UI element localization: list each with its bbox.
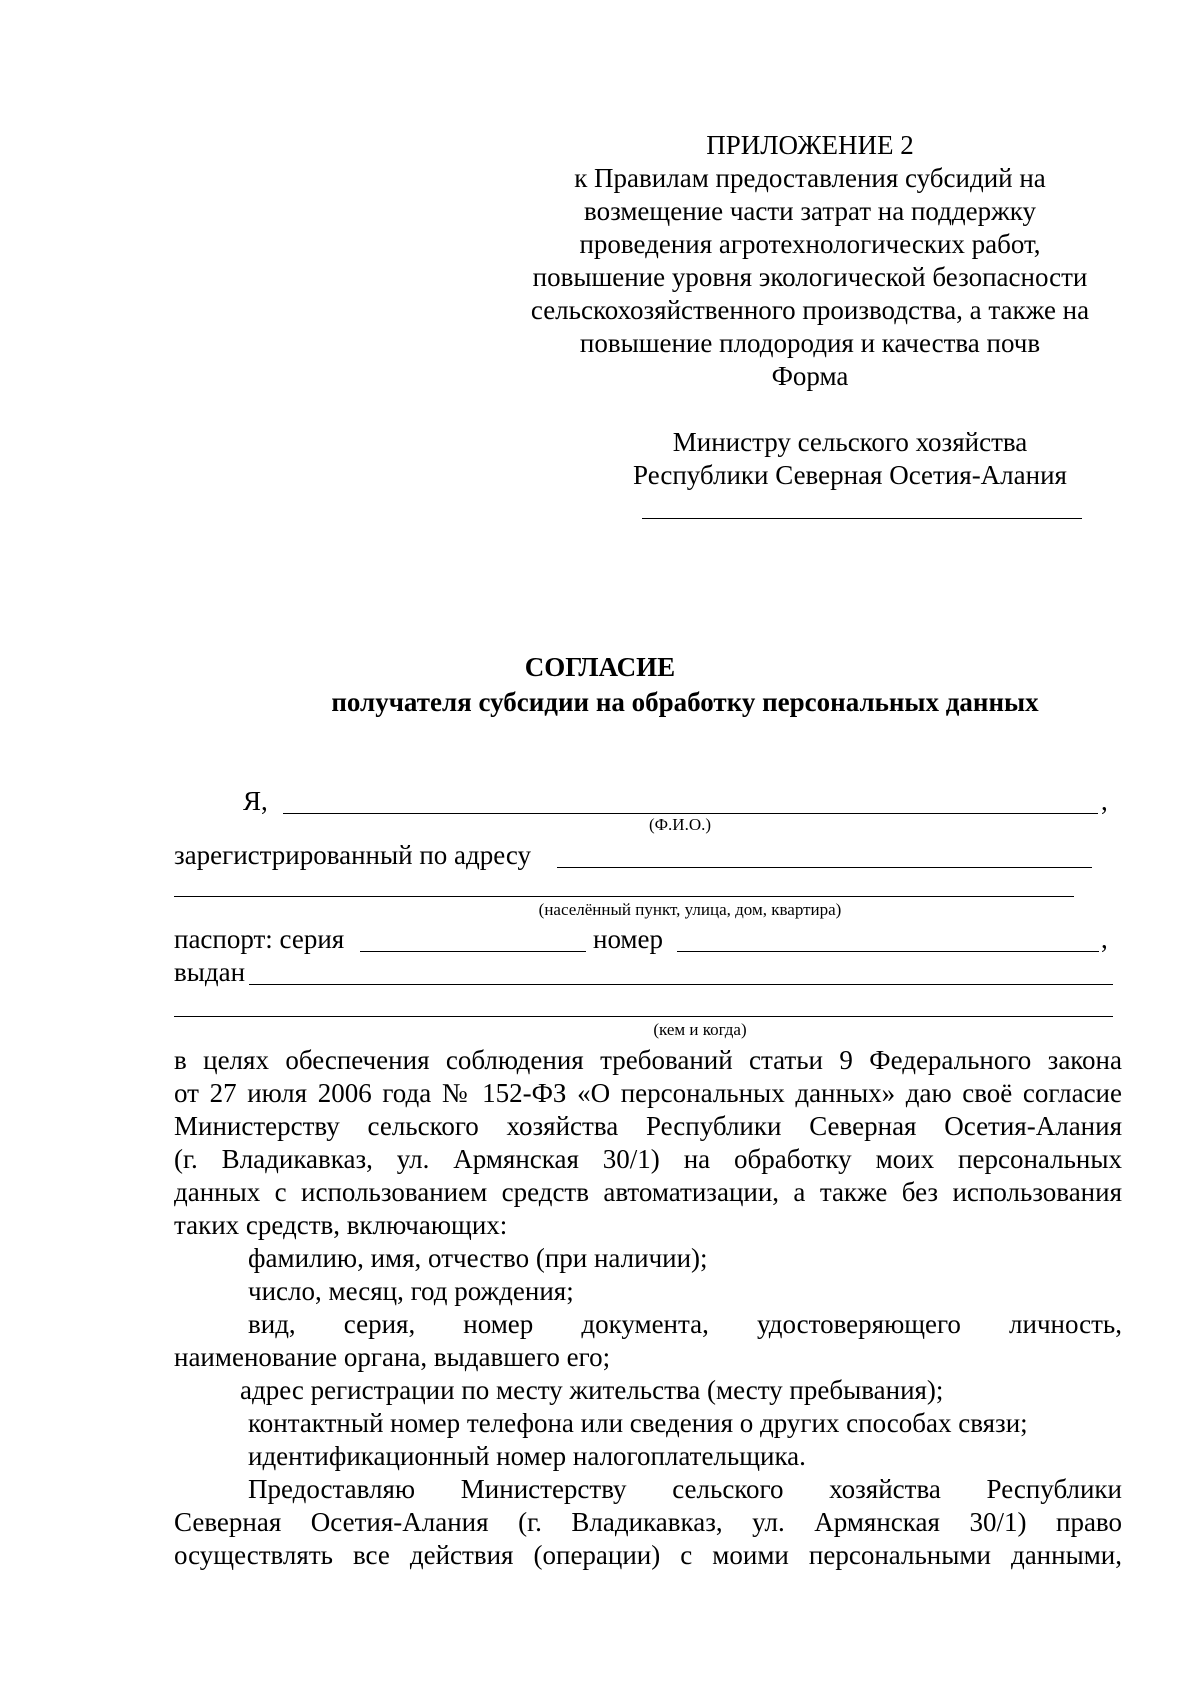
issued-caption: (кем и когда) xyxy=(653,1020,747,1039)
document-title: СОГЛАСИЕ xyxy=(524,652,676,682)
body-text-line: в целях обеспечения соблюдения требований статьи 9 Федерального закона xyxy=(174,1045,1122,1075)
issued-label: выдан xyxy=(174,957,246,987)
passport-number-field[interactable] xyxy=(677,951,1099,952)
appendix-line: сельскохозяйственного производства, а также на xyxy=(530,295,1090,325)
passport-series-field[interactable] xyxy=(360,951,586,952)
fio-field[interactable] xyxy=(283,813,1098,814)
body-text-line: таких средств, включающих: xyxy=(174,1210,508,1240)
addressee-signature-line xyxy=(642,518,1082,519)
body-text-line: от 27 июля 2006 года № 152-ФЗ «О персональных данных» даю своё согласие xyxy=(174,1078,1122,1108)
appendix-line: возмещение части затрат на поддержку xyxy=(584,196,1036,226)
body-text-line: (г. Владикавказ, ул. Армянская 30/1) на обработку моих персональных xyxy=(174,1144,1122,1174)
address-caption: (населённый пункт, улица, дом, квартира) xyxy=(538,900,842,919)
fio-caption: (Ф.И.О.) xyxy=(648,815,712,834)
list-item: адрес регистрации по месту жительства (месту пребывания); xyxy=(240,1375,944,1405)
list-item-continued: наименование органа, выдавшего его; xyxy=(174,1342,611,1372)
list-item: вид, серия, номер документа, удостоверяющего личность, xyxy=(248,1309,1122,1339)
body-text-line: Северная Осетия-Алания (г. Владикавказ, ул. Армянская 30/1) право xyxy=(174,1507,1122,1537)
i-label: Я, xyxy=(243,786,268,816)
passport-number-label: номер xyxy=(593,924,664,954)
appendix-title: ПРИЛОЖЕНИЕ 2 xyxy=(706,130,914,160)
list-item: число, месяц, год рождения; xyxy=(248,1276,574,1306)
document-subtitle: получателя субсидии на обработку персональных данных xyxy=(331,687,1039,717)
address-field[interactable] xyxy=(557,867,1092,868)
appendix-line: повышение плодородия и качества почв xyxy=(579,328,1041,358)
issued-field-continued[interactable] xyxy=(174,1016,1113,1017)
address-field-continued[interactable] xyxy=(174,896,1074,897)
addressee-line: Республики Северная Осетия-Алания xyxy=(633,460,1067,490)
registered-label: зарегистрированный по адресу xyxy=(174,840,532,870)
form-label: Форма xyxy=(771,361,849,391)
appendix-line: к Правилам предоставления субсидий на xyxy=(574,163,1046,193)
passport-series-label: паспорт: серия xyxy=(174,924,345,954)
body-text-line: данных с использованием средств автоматизации, а также без использования xyxy=(174,1177,1122,1207)
list-item: идентификационный номер налогоплательщика. xyxy=(248,1441,806,1471)
list-item: контактный номер телефона или сведения о других способах связи; xyxy=(248,1408,1028,1438)
body-text-line: Предоставляю Министерству сельского хозяйства Республики xyxy=(248,1474,1122,1504)
body-text-line: осуществлять все действия (операции) с моими персональными данными, xyxy=(174,1540,1122,1570)
addressee-line: Министру сельского хозяйства xyxy=(672,427,1028,457)
body-text-line: Министерству сельского хозяйства Республики Северная Осетия-Алания xyxy=(174,1111,1122,1141)
appendix-line: повышение уровня экологической безопасности xyxy=(532,262,1088,292)
issued-field[interactable] xyxy=(249,984,1113,985)
fio-comma: , xyxy=(1101,786,1108,816)
appendix-line: проведения агротехнологических работ, xyxy=(579,229,1041,259)
list-item: фамилию, имя, отчество (при наличии); xyxy=(248,1243,708,1273)
passport-comma: , xyxy=(1101,924,1108,954)
